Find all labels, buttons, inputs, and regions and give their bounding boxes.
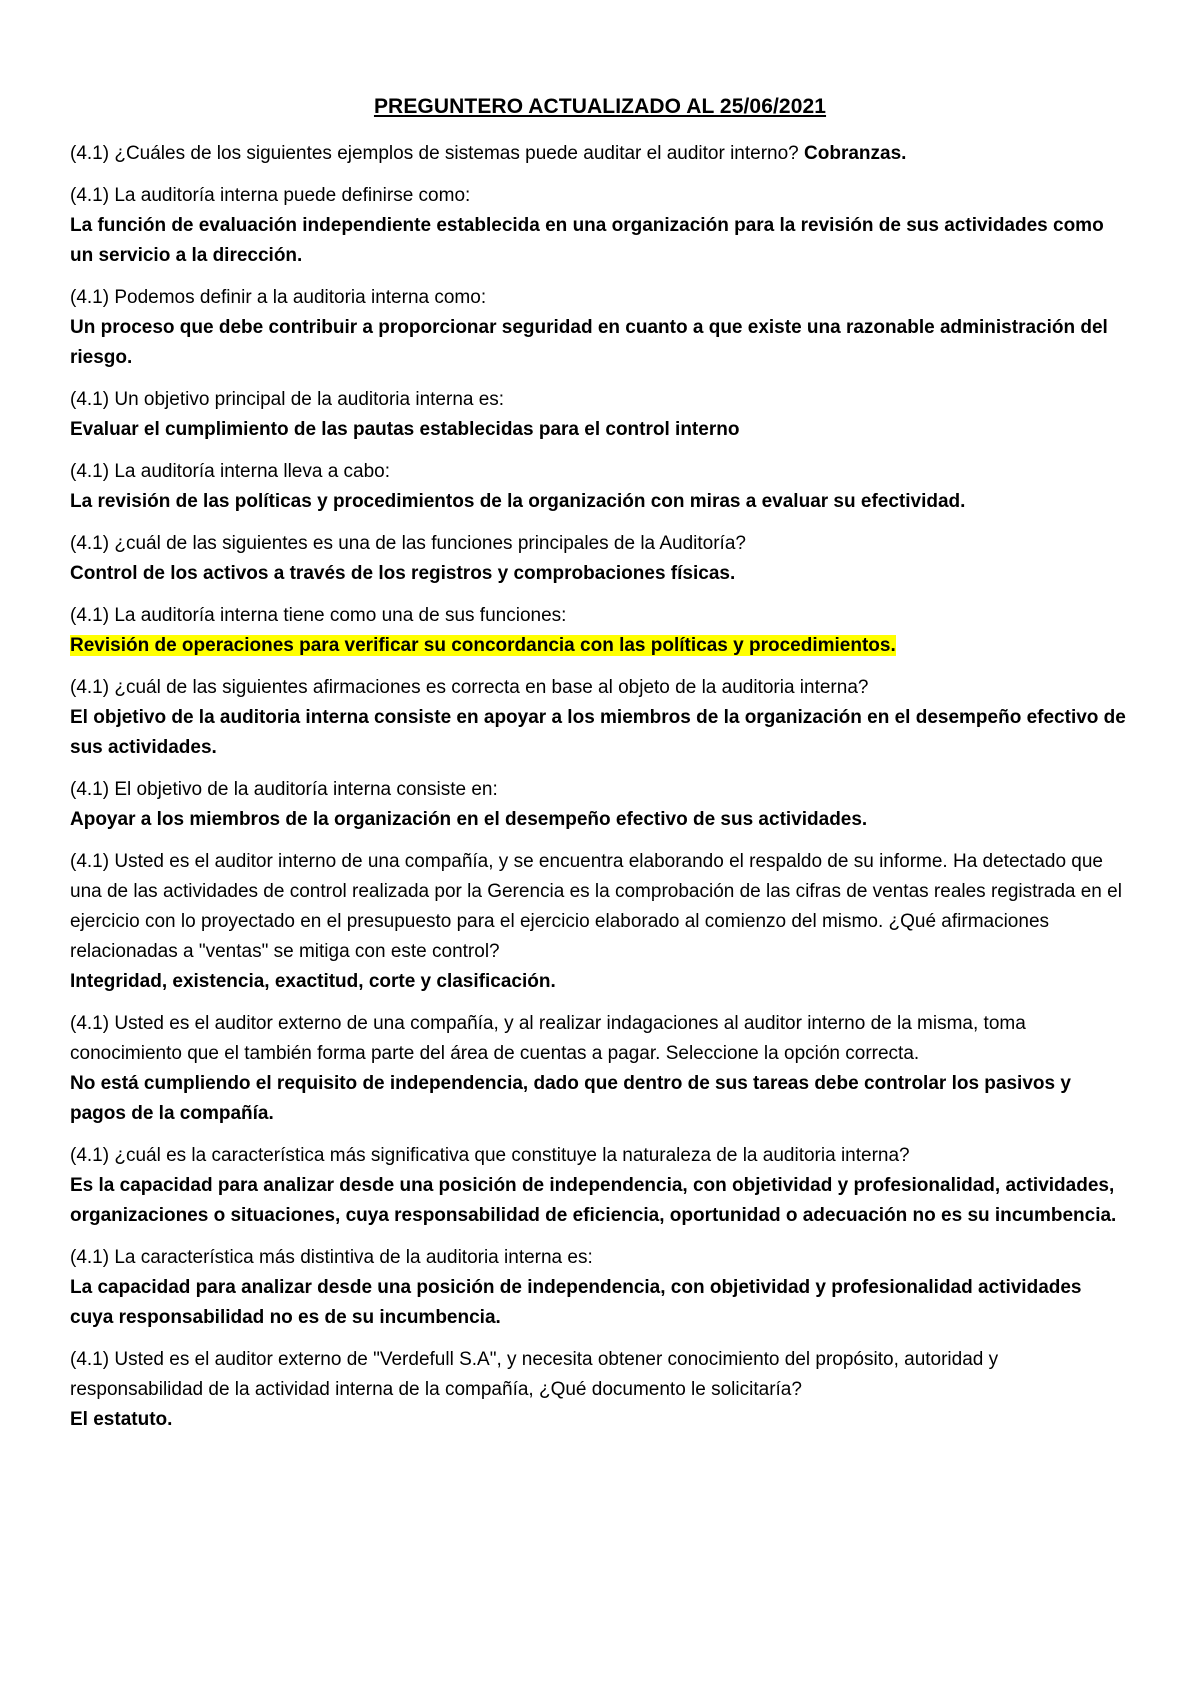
- question-text: (4.1) Un objetivo principal de la auditoria interna es:: [70, 389, 505, 410]
- answer-text: Es la capacidad para analizar desde una posición de independencia, con objetividad y profesionalidad, actividades, organizaciones o situaciones, cuya responsabilidad de eficiencia, oportunidad o adecuación no es su incumbencia.: [70, 1175, 1117, 1226]
- answer-text: La revisión de las políticas y procedimientos de la organización con miras a evaluar su efectividad.: [70, 491, 966, 512]
- answer-text: Cobranzas.: [804, 143, 907, 164]
- qa-item-2: [70, 181, 1130, 271]
- qa-item-7: [70, 601, 1130, 661]
- question-text: (4.1) ¿cuál de las siguientes afirmaciones es correcta en base al objeto de la auditoria interna?: [70, 677, 869, 698]
- answer-text: No está cumpliendo el requisito de independencia, dado que dentro de sus tareas debe controlar los pasivos y pagos de la compañía.: [70, 1073, 1071, 1124]
- question-text: (4.1) Usted es el auditor externo de una compañía, y al realizar indagaciones al auditor interno de la misma, toma conocimiento que el también forma parte del área de cuentas a pagar. Seleccione la opción correcta.: [70, 1013, 1026, 1064]
- answer-text: Revisión de operaciones para verificar su concordancia con las políticas y procedimientos.: [70, 635, 896, 656]
- question-text: (4.1) Usted es el auditor externo de "Verdefull S.A", y necesita obtener conocimiento del propósito, autoridad y responsabilidad de la actividad interna de la compañía, ¿Qué documento le solicitaría?: [70, 1349, 999, 1400]
- question-text: (4.1) La característica más distintiva de la auditoria interna es:: [70, 1247, 593, 1268]
- answer-text: El estatuto.: [70, 1409, 173, 1430]
- question-text: (4.1) La auditoría interna puede definirse como:: [70, 185, 471, 206]
- question-text: (4.1) Usted es el auditor interno de una compañía, y se encuentra elaborando el respaldo de su informe. Ha detectado que una de las actividades de control realizada por la Gerencia es la comprobación de las cifras de ventas reales registrada en el ejercicio con lo proyectado en el presupuesto para el ejercicio elaborado al comienzo del mismo. ¿Qué afirmaciones relacionadas a "ventas" se mitiga con este control?: [70, 851, 1122, 962]
- question-text: (4.1) La auditoría interna tiene como una de sus funciones:: [70, 605, 567, 626]
- qa-item-8: [70, 673, 1130, 763]
- question-text: (4.1) El objetivo de la auditoría interna consiste en:: [70, 779, 498, 800]
- document-page: [70, 92, 1130, 1447]
- question-text: (4.1) La auditoría interna lleva a cabo:: [70, 461, 391, 482]
- qa-item-9: [70, 775, 1130, 835]
- qa-item-11: [70, 1009, 1130, 1129]
- document-title: PREGUNTERO ACTUALIZADO AL 25/06/2021: [373, 95, 827, 118]
- answer-text: Apoyar a los miembros de la organización en el desempeño efectivo de sus actividades.: [70, 809, 868, 830]
- answer-text: La función de evaluación independiente establecida en una organización para la revisión de sus actividades como un servicio a la dirección.: [70, 215, 1104, 266]
- qa-item-10: [70, 847, 1130, 997]
- qa-item-12: [70, 1141, 1130, 1231]
- qa-item-5: [70, 457, 1130, 517]
- highlighted-answer: [70, 631, 1130, 661]
- answer-text: Integridad, existencia, exactitud, corte y clasificación.: [70, 971, 556, 992]
- question-text: (4.1) ¿cuál es la característica más significativa que constituye la naturaleza de la auditoria interna?: [70, 1145, 910, 1166]
- answer-text: Un proceso que debe contribuir a proporcionar seguridad en cuanto a que existe una razonable administración del riesgo.: [70, 317, 1108, 368]
- qa-item-14: [70, 1345, 1130, 1435]
- question-text: (4.1) Podemos definir a la auditoria interna como:: [70, 287, 487, 308]
- qa-item-13: [70, 1243, 1130, 1333]
- answer-text: Evaluar el cumplimiento de las pautas establecidas para el control interno: [70, 419, 740, 440]
- qa-item-4: [70, 385, 1130, 445]
- qa-item-3: [70, 283, 1130, 373]
- answer-text: Control de los activos a través de los registros y comprobaciones físicas.: [70, 563, 736, 584]
- answer-text: La capacidad para analizar desde una posición de independencia, con objetividad y profesionalidad actividades cuya responsabilidad no es de su incumbencia.: [70, 1277, 1082, 1328]
- qa-item-1: [70, 139, 1130, 169]
- question-text: (4.1) ¿cuál de las siguientes es una de las funciones principales de la Auditoría?: [70, 533, 746, 554]
- question-text: (4.1) ¿Cuáles de los siguientes ejemplos de sistemas puede auditar el auditor interno?: [70, 143, 799, 164]
- answer-text: El objetivo de la auditoria interna consiste en apoyar a los miembros de la organización en el desempeño efectivo de sus actividades.: [70, 707, 1126, 758]
- qa-item-6: [70, 529, 1130, 589]
